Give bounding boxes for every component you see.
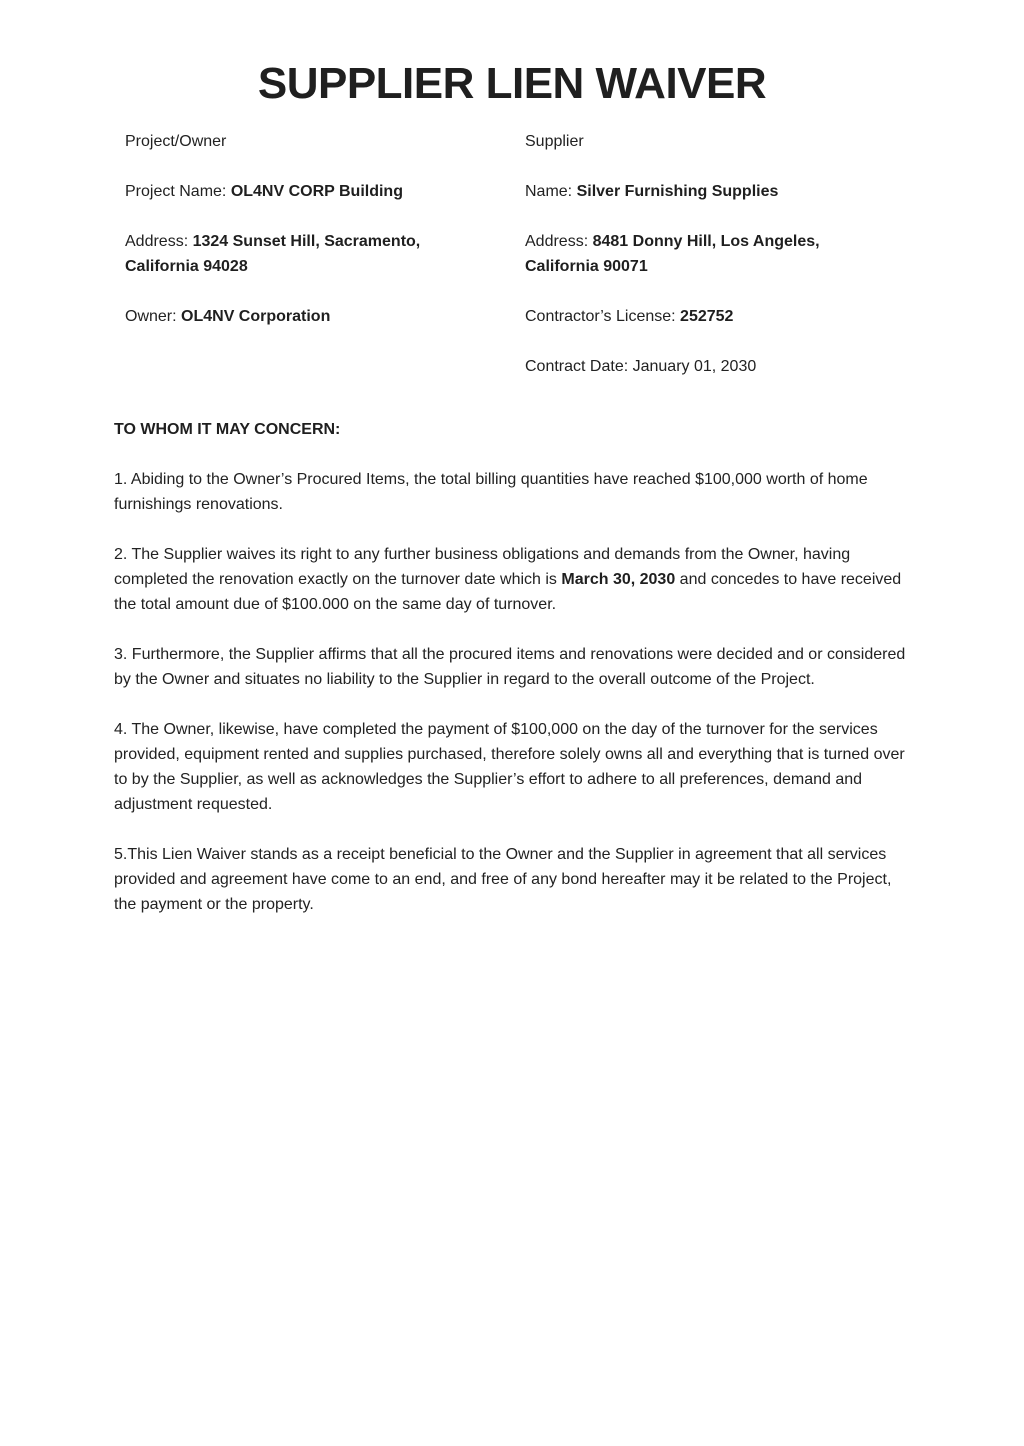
project-address-value: 1324 Sunset Hill, Sacramento, California 94028 — [125, 233, 421, 275]
project-owner-heading: Project/Owner — [125, 133, 227, 150]
project-name-value: OL4NV CORP Building — [230, 183, 403, 200]
supplier-address-label: Address: — [525, 233, 593, 250]
paragraph-2-start: 2. The Supplier waives its right to any further business obligations and demands from the Owner, having completed the renovation exactly on the turnover date which is — [114, 546, 851, 588]
supplier-address-value: 8481 Donny Hill, Los Angeles, California 90071 — [525, 233, 820, 275]
paragraph-3: 3. Furthermore, the Supplier affirms that all the procured items and renovations were decided and or considered by the Owner and situates no liability to the Supplier in regard to the overall outcome of the Project. — [114, 646, 906, 688]
supplier-name-label: Name: — [525, 183, 577, 200]
supplier-heading: Supplier — [525, 133, 584, 150]
owner-label: Owner: — [125, 308, 182, 325]
turnover-date: March 30, 2030 — [561, 571, 676, 588]
supplier-address-line — [525, 229, 895, 279]
salutation — [114, 417, 914, 442]
supplier-column — [525, 129, 895, 404]
paragraph-5: 5.This Lien Waiver stands as a receipt beneficial to the Owner and the Supplier in agreement that all services provided and agreement have come to an end, and free of any bond hereafter may it be related to the Project, the payment or the property. — [114, 846, 892, 913]
paragraph-1: 1. Abiding to the Owner’s Procured Items, the total billing quantities have reached $100,000 worth of home furnishings renovations. — [114, 471, 868, 513]
letter-body — [114, 417, 914, 942]
license-line — [525, 304, 895, 329]
project-owner-column — [125, 129, 495, 354]
paragraph-2-end: and concedes to have received the total amount due of $100.000 on the same day of turnover. — [114, 571, 902, 613]
page-title: SUPPLIER LIEN WAIVER — [257, 59, 767, 108]
contract-date: Contract Date: January 01, 2030 — [525, 358, 757, 375]
paragraph-4: 4. The Owner, likewise, have completed the payment of $100,000 on the day of the turnover for the services provided, equipment rented and supplies purchased, therefore solely owns all and everything that is turned over to by the Supplier, as well as acknowledges the Supplier’s effort to adhere to all preferences, demand and adjustment requested. — [114, 721, 905, 813]
supplier-name-value: Silver Furnishing Supplies — [576, 183, 779, 200]
project-name-line — [125, 179, 495, 204]
license-value: 252752 — [680, 308, 734, 325]
salutation-text: TO WHOM IT MAY CONCERN: — [114, 421, 341, 438]
license-label: Contractor’s License: — [525, 308, 681, 325]
supplier-name-line — [525, 179, 895, 204]
project-address-line — [125, 229, 495, 279]
project-address-label: Address: — [125, 233, 193, 250]
paragraph-2 — [114, 542, 914, 617]
owner-value: OL4NV Corporation — [181, 308, 331, 325]
project-name-label: Project Name: — [125, 183, 231, 200]
owner-line — [125, 304, 495, 329]
